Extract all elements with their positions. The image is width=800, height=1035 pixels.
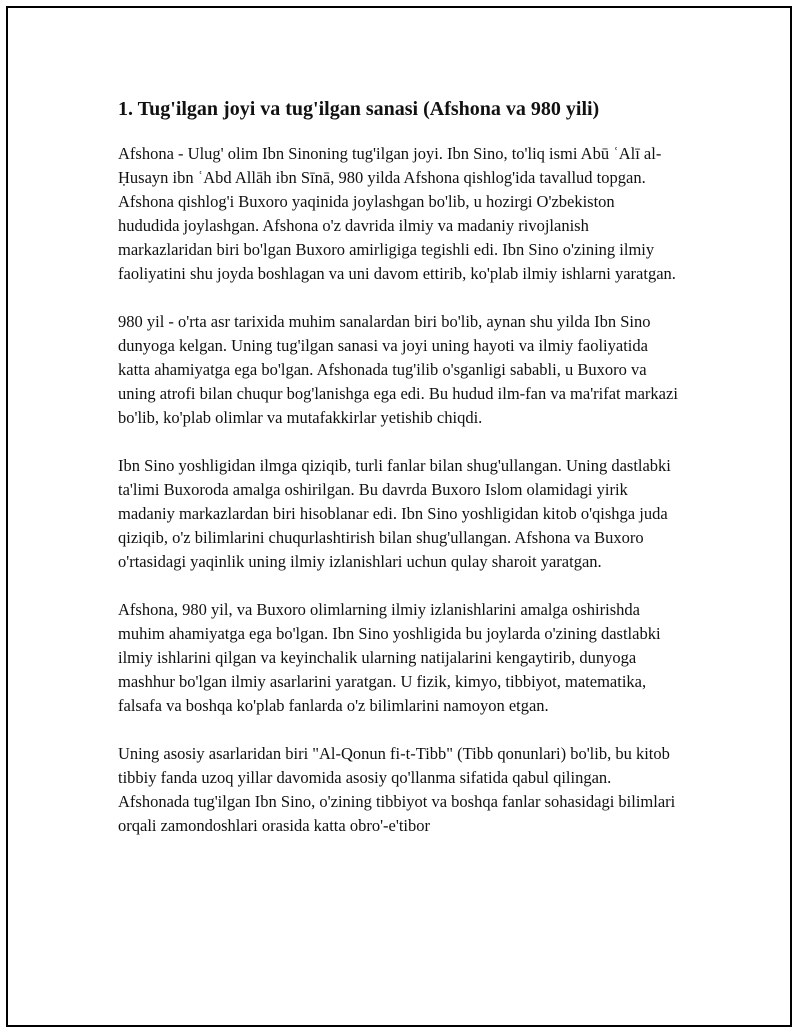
section-heading: 1. Tug'ilgan joyi va tug'ilgan sanasi (Afshona va 980 yili) xyxy=(118,98,600,120)
document-page xyxy=(6,6,792,1027)
document-body xyxy=(118,96,678,862)
paragraph-research: Afshona, 980 yil, va Buxoro olimlarning ilmiy izlanishlarini amalga oshirishda muhim ahamiyatga ega bo'lgan. Ibn Sino yoshligida bu joylarda o'zining dastlabki ilmiy ishlarini qilgan va keyinchalik ularning natijalarini kengaytirib, dunyoga mashhur bo'lgan ilmiy asarlarini yaratgan. U fizik, kimyo, tibbiyot, matematika, falsafa va boshqa ko'plab fanlarda o'z bilimlarini namoyon etgan. xyxy=(118,600,661,715)
paragraph-980-year: 980 yil - o'rta asr tarixida muhim sanalardan biri bo'lib, aynan shu yilda Ibn Sino dunyoga kelgan. Uning tug'ilgan sanasi va joyi uning hayoti va ilmiy faoliyatida katta ahamiyatga ega bo'lgan. Afshonada tug'ilib o'sganligi sababli, u Buxoro va uning atrofi bilan chuqur bog'lanishga ega edi. Bu hudud ilm-fan va ma'rifat markazi bo'lib, ko'plab olimlar va mutafakkirlar yetishib chiqdi. xyxy=(118,312,678,427)
paragraph-afshona: Afshona - Ulug' olim Ibn Sinoning tug'ilgan joyi. Ibn Sino, to'liq ismi Abū ʿAlī al-Ḥusayn ibn ʿAbd Allāh ibn Sīnā, 980 yilda Afshona qishlog'ida tavallud topgan. Afshona qishlog'i Buxoro yaqinida joylashgan bo'lib, u hozirgi O'zbekiston hududida joylashgan. Afshona o'z davrida ilmiy va madaniy rivojlanish markazlaridan biri bo'lgan Buxoro amirligiga tegishli edi. Ibn Sino o'zining ilmiy faoliyatini shu joyda boshlagan va uni davom ettirib, ko'plab ilmiy ishlarni yaratgan. xyxy=(118,144,676,283)
paragraph-canon-of-medicine: Uning asosiy asarlaridan biri "Al-Qonun fi-t-Tibb" (Tibb qonunlari) bo'lib, bu kitob tibbiy fanda uzoq yillar davomida asosiy qo'llanma sifatida qabul qilingan. Afshonada tug'ilgan Ibn Sino, o'zining tibbiyot va boshqa fanlar sohasidagi bilimlari orqali zamondoshlari orasida katta obro'-e'tibor xyxy=(118,744,676,835)
paragraph-education: Ibn Sino yoshligidan ilmga qiziqib, turli fanlar bilan shug'ullangan. Uning dastlabki ta'limi Buxoroda amalga oshirilgan. Bu davrda Buxoro Islom olamidagi yirik madaniy markazlardan biri hisoblanar edi. Ibn Sino yoshligidan kitob o'qishga juda qiziqib, o'z bilimlarini chuqurlashtirish bilan shug'ullangan. Afshona va Buxoro o'rtasidagi yaqinlik uning ilmiy izlanishlari uchun qulay sharoit yaratgan. xyxy=(118,456,671,571)
